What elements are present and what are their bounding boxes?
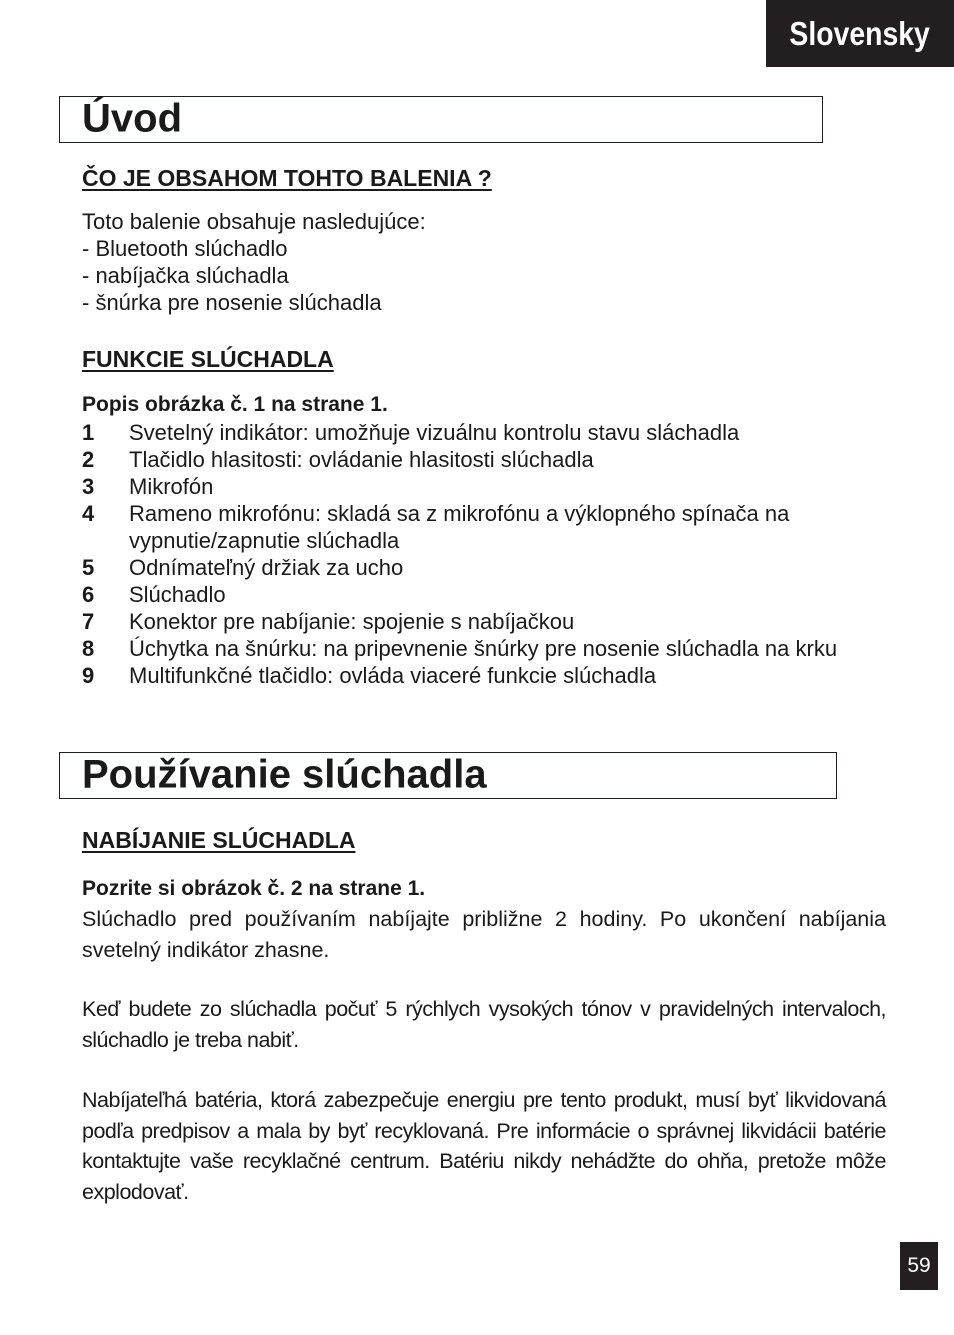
figure-2-caption: Pozrite si obrázok č. 2 na strane 1. bbox=[82, 877, 426, 900]
list-item bbox=[82, 419, 889, 446]
list-item bbox=[82, 635, 889, 662]
item-text: Mikrofón bbox=[129, 474, 214, 499]
package-line: - nabíjačka slúchadla bbox=[82, 263, 289, 288]
package-line: Toto balenie obsahuje nasledujúce: bbox=[82, 209, 426, 234]
language-tab-label: Slovensky bbox=[789, 15, 931, 52]
item-text: Multifunkčné tlačidlo: ovláda viaceré funkcie slúchadla bbox=[129, 663, 657, 688]
figure-1-caption: Popis obrázka č. 1 na strane 1. bbox=[82, 393, 388, 416]
item-text: Odnímateľný držiak za ucho bbox=[129, 555, 404, 580]
package-contents-list bbox=[82, 208, 426, 316]
page-number: 59 bbox=[900, 1242, 938, 1290]
item-number: 7 bbox=[82, 609, 95, 634]
item-text: Svetelný indikátor: umožňuje vizuálnu kontrolu stavu sláchadla bbox=[129, 420, 740, 445]
package-contents-heading: ČO JE OBSAHOM TOHTO BALENIA ? bbox=[82, 165, 492, 191]
package-line: - Bluetooth slúchadlo bbox=[82, 236, 288, 261]
item-number: 9 bbox=[82, 663, 95, 688]
item-text: Tlačidlo hlasitosti: ovládanie hlasitosti slúchadla bbox=[129, 447, 594, 472]
list-item bbox=[82, 554, 889, 581]
item-text: Slúchadlo bbox=[129, 582, 226, 607]
list-item bbox=[82, 473, 889, 500]
language-tab bbox=[766, 0, 954, 67]
section-intro-header bbox=[59, 96, 823, 143]
list-item bbox=[82, 581, 889, 608]
section-usage-header bbox=[59, 752, 837, 799]
item-number: 2 bbox=[82, 447, 95, 472]
item-text: Rameno mikrofónu: skladá sa z mikrofónu a výklopného spínača na vypnutie/zapnutie slúchadla bbox=[129, 501, 790, 553]
functions-list bbox=[82, 419, 889, 689]
charging-heading: NABÍJANIE SLÚCHADLA bbox=[82, 827, 356, 853]
charging-paragraph: Slúchadlo pred používaním nabíjajte približne 2 hodiny. Po ukončení nabíjania svetelný indikátor zhasne. bbox=[82, 907, 886, 962]
item-number: 8 bbox=[82, 636, 95, 661]
functions-heading: FUNKCIE SLÚCHADLA bbox=[82, 346, 334, 372]
section-intro-title: Úvod bbox=[82, 96, 182, 141]
list-item bbox=[82, 608, 889, 635]
item-text: Konektor pre nabíjanie: spojenie s nabíjačkou bbox=[129, 609, 575, 634]
list-item bbox=[82, 500, 889, 554]
item-number: 1 bbox=[82, 420, 95, 445]
list-item bbox=[82, 446, 889, 473]
section-usage-title: Používanie slúchadla bbox=[82, 752, 487, 797]
charging-paragraph: Nabíjateľhá batéria, ktorá zabezpečuje energiu pre tento produkt, musí byť likvidovaná podľa predpisov a mala by byť recyklovaná. Pre informácie o správnej likvidácii batérie kontaktujte vaše recyklačné centrum. Batériu nikdy nehádžte do ohňa, pretože môže explodovať. bbox=[82, 1088, 886, 1204]
charging-paragraph: Keď budete zo slúchadla počuť 5 rýchlych vysokých tónov v pravidelných intervaloch, slúchadlo je treba nabiť. bbox=[82, 997, 886, 1052]
item-number: 5 bbox=[82, 555, 95, 580]
item-text: Úchytka na šnúrku: na pripevnenie šnúrky pre nosenie slúchadla na krku bbox=[129, 636, 838, 661]
package-line: - šnúrka pre nosenie slúchadla bbox=[82, 290, 382, 315]
item-number: 3 bbox=[82, 474, 95, 499]
item-number: 6 bbox=[82, 582, 95, 607]
item-number: 4 bbox=[82, 501, 95, 526]
list-item bbox=[82, 662, 889, 689]
